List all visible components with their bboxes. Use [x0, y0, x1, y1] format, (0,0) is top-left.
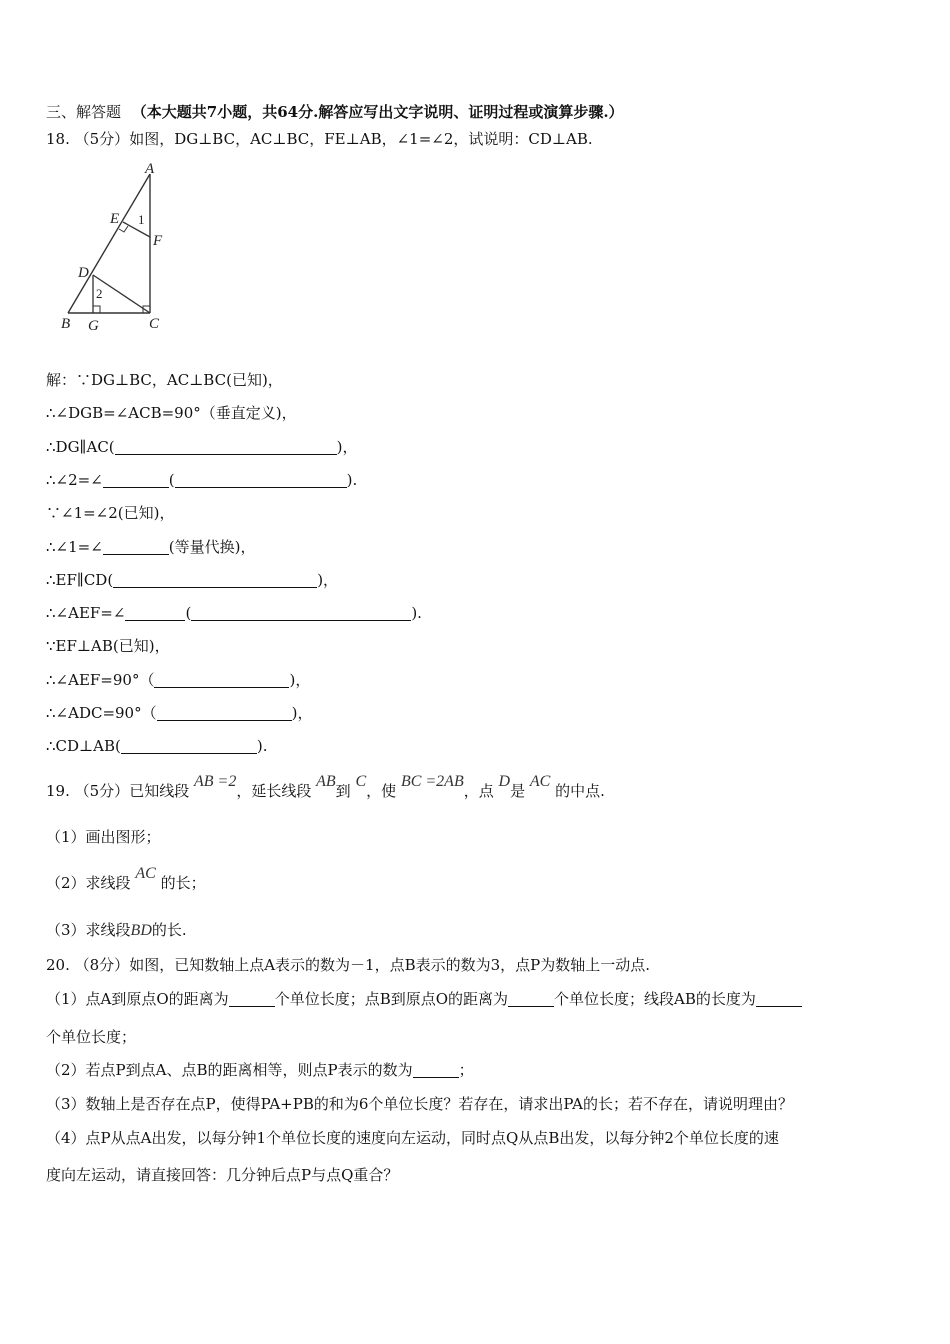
q19-text: 的中点. — [555, 782, 605, 800]
math-ab-equals-2: AB =2 — [193, 773, 237, 790]
answer-blank[interactable] — [103, 471, 169, 488]
right-angle-e — [119, 226, 128, 232]
side-ab — [68, 174, 150, 313]
label-d: D — [78, 265, 89, 281]
q19-text: ，点 — [463, 782, 494, 800]
solution-text: ∵EF⊥AB(已知)， — [46, 637, 170, 655]
solution-line-10 — [46, 670, 310, 690]
solution-line-5 — [46, 503, 175, 523]
solution-line-3 — [46, 437, 358, 457]
q20-part-text: （4）点P从点A出发，以每分钟1个单位长度的速度向左运动，同时点Q从点B出发，以每分钟2个单位长度的速 — [46, 1129, 779, 1147]
q19-text: ，使 — [366, 782, 397, 800]
section-heading — [46, 102, 624, 122]
q19-part-3 — [46, 920, 187, 941]
q20-number: 20. — [46, 956, 70, 974]
q20-part-1 — [46, 989, 802, 1009]
q18-number: 18. — [46, 130, 70, 148]
solution-text: ∴EF∥CD( — [46, 571, 114, 589]
q20-part-1-cont — [46, 1027, 136, 1047]
math-d: D — [498, 773, 511, 790]
q18-score: （5分） — [74, 130, 130, 148]
solution-text: ∴∠1=∠ — [46, 538, 103, 556]
answer-blank[interactable] — [191, 604, 411, 621]
solution-line-1 — [46, 370, 283, 390]
section-title: 三、解答题 — [46, 103, 122, 121]
solution-line-2 — [46, 403, 297, 423]
solution-text: ∴∠2=∠ — [46, 471, 103, 489]
answer-blank[interactable] — [229, 990, 275, 1007]
math-ac: AC — [135, 865, 156, 882]
segment-ef — [123, 222, 150, 237]
math-bd: BD — [130, 922, 152, 939]
label-angle-2: 2 — [96, 286, 103, 301]
q18-stem — [46, 129, 593, 149]
solution-text: ∴DG∥AC( — [46, 438, 115, 456]
q20-text: 如图，已知数轴上点A表示的数为－1，点B表示的数为3，点P为数轴上一动点. — [129, 956, 650, 974]
q18-triangle-figure — [58, 160, 178, 340]
answer-blank[interactable] — [121, 737, 257, 754]
q18-text: 如图，DG⊥BC，AC⊥BC，FE⊥AB，∠1=∠2，试说明：CD⊥AB. — [129, 130, 593, 148]
solution-text: ∴∠AEF=90°（ — [46, 671, 155, 689]
q19-number: 19. — [46, 782, 70, 800]
q20-part-4 — [46, 1128, 779, 1148]
solution-text: ). — [256, 737, 268, 755]
solution-text: ∵∠1=∠2(已知)， — [46, 504, 175, 522]
math-ac: AC — [529, 773, 551, 790]
q20-part-3 — [46, 1094, 793, 1114]
q19-text: 是 — [510, 782, 526, 800]
math-ab: AB — [316, 773, 336, 790]
solution-text: )， — [336, 438, 358, 456]
q19-text: 已知线段 — [129, 782, 190, 800]
label-angle-1: 1 — [138, 212, 145, 227]
label-e: E — [110, 211, 120, 227]
q19-text: 到 — [335, 782, 351, 800]
solution-text: ∴CD⊥AB( — [46, 737, 121, 755]
label-f: F — [153, 233, 163, 249]
solution-text: ). — [411, 604, 422, 622]
solution-text: ∴∠ADC=90°（ — [46, 704, 157, 722]
answer-blank[interactable] — [113, 571, 317, 588]
solution-text: 解：∵DG⊥BC，AC⊥BC(已知)， — [46, 371, 283, 389]
q19-text: ，延长线段 — [236, 782, 312, 800]
q19-part-text: 的长； — [160, 874, 206, 892]
q20-stem — [46, 955, 650, 975]
solution-line-9 — [46, 636, 170, 656]
q19-score: （5分） — [74, 782, 130, 800]
q20-part-2 — [46, 1060, 474, 1080]
solution-text: ( — [168, 471, 175, 489]
q19-part-2 — [46, 865, 206, 894]
q19-part-1 — [46, 827, 161, 847]
answer-blank[interactable] — [175, 471, 347, 488]
q20-part-text: （2）若点P到点A、点B的距离相等，则点P表示的数为 — [46, 1061, 413, 1079]
answer-blank[interactable] — [413, 1061, 459, 1078]
solution-line-11 — [46, 703, 312, 723]
q20-part-text: 个单位长度；点B到原点O的距离为 — [274, 990, 509, 1008]
q20-score: （8分） — [74, 956, 130, 974]
answer-blank[interactable] — [103, 538, 169, 555]
math-bc-equals-2ab: BC =2AB — [400, 773, 464, 790]
label-a: A — [145, 161, 155, 177]
solution-line-6 — [46, 537, 256, 557]
label-b: B — [61, 316, 71, 332]
solution-text: )， — [291, 704, 313, 722]
solution-text: )， — [317, 571, 339, 589]
q20-part-text: （3）数轴上是否存在点P，使得PA+PB的和为6个单位长度？若存在，请求出PA的长；若不存在，请说明理由？ — [46, 1095, 793, 1113]
solution-text: (等量代换)， — [168, 538, 256, 556]
q20-part-text: ； — [458, 1061, 474, 1079]
solution-line-7 — [46, 570, 338, 590]
right-angle-g — [93, 306, 100, 313]
q19-stem — [46, 773, 605, 802]
solution-line-4 — [46, 470, 357, 490]
q19-part-text: （1）画出图形； — [46, 828, 161, 846]
answer-blank[interactable] — [154, 671, 289, 688]
label-c: C — [149, 316, 160, 332]
q20-part-4-cont — [46, 1165, 398, 1185]
q20-part-text: 个单位长度；线段AB的长度为 — [554, 990, 756, 1008]
solution-text: ). — [346, 471, 358, 489]
label-g: G — [88, 318, 99, 334]
q19-part-text: （3）求线段 — [46, 921, 131, 939]
section-note: （本大题共7小题，共64分.解答应写出文字说明、证明过程或演算步骤.） — [131, 103, 624, 121]
q20-part-text: 度向左运动，请直接回答：几分钟后点P与点Q重合？ — [46, 1166, 399, 1184]
solution-text: ∴∠DGB=∠ACB=90°（垂直定义)， — [46, 404, 297, 422]
answer-blank[interactable] — [157, 704, 292, 721]
solution-text: ∴∠AEF=∠ — [46, 604, 126, 622]
solution-text: ( — [185, 604, 192, 622]
solution-text: )， — [289, 671, 311, 689]
q19-part-text: 的长. — [151, 921, 187, 939]
solution-line-8 — [46, 603, 422, 623]
answer-blank[interactable] — [756, 990, 802, 1007]
answer-blank[interactable] — [125, 604, 185, 621]
answer-blank[interactable] — [115, 438, 337, 455]
q19-part-text: （2）求线段 — [46, 874, 131, 892]
q20-part-text: （1）点A到原点O的距离为 — [46, 990, 229, 1008]
math-c: C — [355, 773, 367, 790]
answer-blank[interactable] — [508, 990, 554, 1007]
q20-part-text: 个单位长度； — [46, 1028, 137, 1046]
solution-line-12 — [46, 736, 268, 756]
